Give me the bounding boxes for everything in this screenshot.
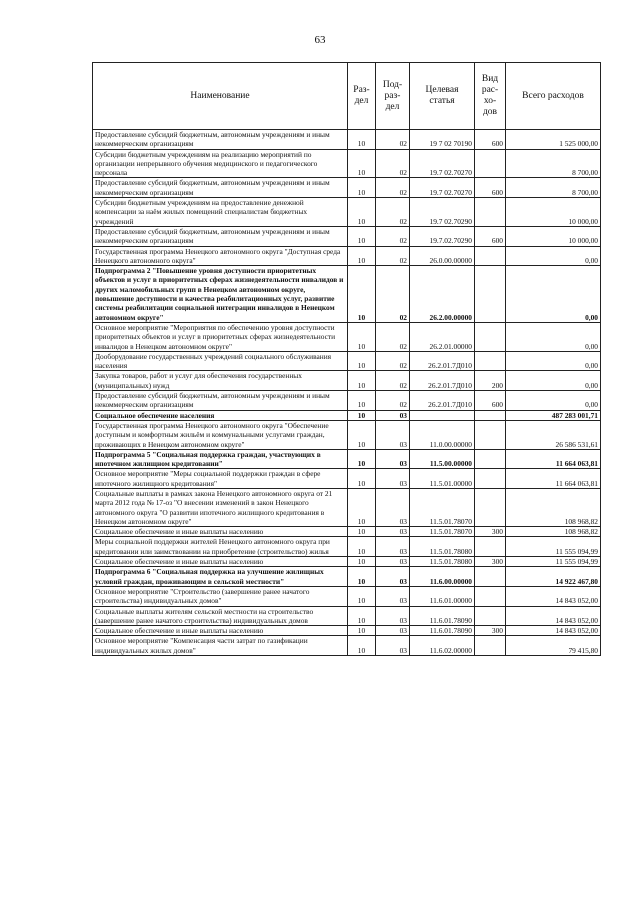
- row-total: 14 843 052,00: [506, 606, 601, 626]
- row-name: Основное мероприятие "Меры социальной поддержки граждан в сфере ипотечного жилищного кредитования": [93, 469, 348, 489]
- row-target: 11.5.01.00000: [410, 469, 475, 489]
- row-expense-type: [475, 606, 506, 626]
- row-target: 11.5.01.78080: [410, 557, 475, 567]
- row-target: 11.6.01.78090: [410, 626, 475, 636]
- row-target: 26.2.01.7Д010: [410, 371, 475, 391]
- row-section: 10: [348, 586, 376, 606]
- row-total: 0,00: [506, 246, 601, 266]
- row-target: [410, 410, 475, 420]
- row-target: 11.6.02.00000: [410, 636, 475, 656]
- row-name: Подпрограмма 6 "Социальная поддержка на улучшение жилищных условий граждан, проживающим в сельской местности": [93, 567, 348, 587]
- row-name: Социальные выплаты жителям сельской местности на строительство (завершение ранее начатого строительства) индивидуальных домов: [93, 606, 348, 626]
- row-total: 108 968,82: [506, 527, 601, 537]
- row-section: 10: [348, 226, 376, 246]
- row-target: 11.5.00.00000: [410, 449, 475, 469]
- row-section: 10: [348, 527, 376, 537]
- table-header: [93, 63, 601, 130]
- row-subsection: 02: [376, 149, 410, 178]
- row-target: 11.5.01.78080: [410, 537, 475, 557]
- row-subsection: 02: [376, 371, 410, 391]
- row-total: 0,00: [506, 351, 601, 371]
- table-row: [93, 149, 601, 178]
- row-section: 10: [348, 322, 376, 351]
- header-target: Целевая статья: [410, 63, 475, 130]
- row-section: 10: [348, 606, 376, 626]
- row-name: Предоставление субсидий бюджетным, автономным учреждениям и иным некоммерческим организациям: [93, 178, 348, 198]
- row-target: 11.6.01.00000: [410, 586, 475, 606]
- row-section: 10: [348, 198, 376, 227]
- row-total: 10 000,00: [506, 198, 601, 227]
- row-total: 11 555 094,99: [506, 557, 601, 567]
- row-name: Социальное обеспечение и иные выплаты населению: [93, 557, 348, 567]
- table-row: [93, 371, 601, 391]
- row-expense-type: [475, 351, 506, 371]
- row-section: 10: [348, 351, 376, 371]
- row-total: 0,00: [506, 391, 601, 411]
- table-row: [93, 488, 601, 526]
- row-name: Предоставление субсидий бюджетным, автономным учреждениям и иным некоммерческим организациям: [93, 391, 348, 411]
- table-row: [93, 178, 601, 198]
- table-row: [93, 527, 601, 537]
- row-name: Предоставление субсидий бюджетным, автономным учреждениям и иным некоммерческим организациям: [93, 226, 348, 246]
- row-name: Субсидии бюджетным учреждениям на реализацию мероприятий по организации непрерывного обучения медицинского и педагогического персонала: [93, 149, 348, 178]
- row-name: Социальное обеспечение и иные выплаты населению: [93, 626, 348, 636]
- row-subsection: 02: [376, 130, 410, 150]
- row-target: 26.2.01.7Д010: [410, 391, 475, 411]
- row-expense-type: 600: [475, 391, 506, 411]
- row-section: 10: [348, 420, 376, 449]
- row-section: 10: [348, 626, 376, 636]
- row-expense-type: [475, 410, 506, 420]
- row-expense-type: [475, 449, 506, 469]
- table-row: [93, 410, 601, 420]
- row-subsection: 03: [376, 586, 410, 606]
- row-subsection: 03: [376, 449, 410, 469]
- row-name: Основное мероприятие "Строительство (завершение ранее начатого строительства) индивидуальных домов": [93, 586, 348, 606]
- row-total: 11 664 063,81: [506, 449, 601, 469]
- row-section: 10: [348, 449, 376, 469]
- row-expense-type: [475, 488, 506, 526]
- row-subsection: 02: [376, 266, 410, 323]
- row-expense-type: 300: [475, 626, 506, 636]
- row-section: 10: [348, 557, 376, 567]
- row-name: Подпрограмма 5 "Социальная поддержка граждан, участвующих в ипотечном жилищном кредитовании": [93, 449, 348, 469]
- table-row: [93, 198, 601, 227]
- table-row: [93, 266, 601, 323]
- row-name: Предоставление субсидий бюджетным, автономным учреждениям и иным некоммерческим организациям: [93, 130, 348, 150]
- row-expense-type: [475, 149, 506, 178]
- row-expense-type: 600: [475, 226, 506, 246]
- row-total: 0,00: [506, 371, 601, 391]
- row-target: 11.0.00.00000: [410, 420, 475, 449]
- row-target: 26.2.01.7Д010: [410, 351, 475, 371]
- row-subsection: 02: [376, 198, 410, 227]
- table-row: [93, 420, 601, 449]
- row-expense-type: [475, 586, 506, 606]
- row-section: 10: [348, 371, 376, 391]
- row-section: 10: [348, 488, 376, 526]
- row-target: 26.0.00.00000: [410, 246, 475, 266]
- table-row: [93, 322, 601, 351]
- row-subsection: 03: [376, 606, 410, 626]
- row-section: 10: [348, 266, 376, 323]
- row-total: 14 843 052,00: [506, 586, 601, 606]
- row-expense-type: 300: [475, 527, 506, 537]
- row-total: 79 415,80: [506, 636, 601, 656]
- row-total: 1 525 000,00: [506, 130, 601, 150]
- header-name: Наименование: [93, 63, 348, 130]
- table-row: [93, 557, 601, 567]
- row-total: 26 586 531,61: [506, 420, 601, 449]
- row-subsection: 03: [376, 626, 410, 636]
- row-target: 26.2.00.00000: [410, 266, 475, 323]
- table-row: [93, 449, 601, 469]
- row-expense-type: [475, 636, 506, 656]
- header-section: Раз- дел: [348, 63, 376, 130]
- table-row: [93, 469, 601, 489]
- row-expense-type: [475, 469, 506, 489]
- row-subsection: 02: [376, 351, 410, 371]
- row-name: Меры социальной поддержки жителей Ненецкого автономного округа при кредитовании или заимствовании на приобретение (строительство) жилья: [93, 537, 348, 557]
- row-name: Социальное обеспечение населения: [93, 410, 348, 420]
- table-row: [93, 606, 601, 626]
- row-subsection: 03: [376, 410, 410, 420]
- row-expense-type: [475, 537, 506, 557]
- row-target: 11.6.00.00000: [410, 567, 475, 587]
- row-subsection: 02: [376, 246, 410, 266]
- row-section: 10: [348, 246, 376, 266]
- row-section: 10: [348, 410, 376, 420]
- table-row: [93, 246, 601, 266]
- table-body: [93, 130, 601, 656]
- row-name: Закупка товаров, работ и услуг для обеспечения государственных (муниципальных) нужд: [93, 371, 348, 391]
- header-total: Всего расходов: [506, 63, 601, 130]
- row-subsection: 03: [376, 469, 410, 489]
- row-expense-type: 600: [475, 130, 506, 150]
- row-total: 14 922 467,80: [506, 567, 601, 587]
- row-name: Субсидии бюджетным учреждениям на предоставление денежной компенсации за наём жилых помещений специалистам бюджетных учреждений: [93, 198, 348, 227]
- row-section: 10: [348, 537, 376, 557]
- row-section: 10: [348, 391, 376, 411]
- row-subsection: 02: [376, 226, 410, 246]
- table-row: [93, 391, 601, 411]
- page-number: 63: [314, 34, 326, 46]
- row-total: 11 664 063,81: [506, 469, 601, 489]
- row-total: 11 555 094,99: [506, 537, 601, 557]
- row-target: 19.7 02.70270: [410, 149, 475, 178]
- row-name: Основное мероприятие "Мероприятия по обеспечению уровня доступности приоритетных объектов и услуг в приоритетных сферах жизнедеятельности инвалидов в Ненецком автономном округе": [93, 322, 348, 351]
- row-expense-type: [475, 246, 506, 266]
- row-total: 108 968,82: [506, 488, 601, 526]
- table-row: [93, 636, 601, 656]
- row-expense-type: [475, 420, 506, 449]
- row-subsection: 03: [376, 636, 410, 656]
- row-name: Социальное обеспечение и иные выплаты населению: [93, 527, 348, 537]
- row-expense-type: 200: [475, 371, 506, 391]
- row-subsection: 03: [376, 567, 410, 587]
- row-subsection: 03: [376, 557, 410, 567]
- header-subsection: Под- раз- дел: [376, 63, 410, 130]
- row-section: 10: [348, 636, 376, 656]
- row-target: 26.2.01.00000: [410, 322, 475, 351]
- row-name: Социальные выплаты в рамках закона Ненецкого автономного округа от 21 марта 2012 года № 17-оз "О внесении изменений в закон Ненецкого автономного округа "О развитии ипотечного жилищного кредитования в Ненецком автономном округе": [93, 488, 348, 526]
- table-row: [93, 351, 601, 371]
- table-row: [93, 537, 601, 557]
- row-subsection: 03: [376, 420, 410, 449]
- row-expense-type: 600: [475, 178, 506, 198]
- row-total: 8 700,00: [506, 149, 601, 178]
- row-section: 10: [348, 567, 376, 587]
- row-target: 19 7 02 70190: [410, 130, 475, 150]
- table-row: [93, 626, 601, 636]
- row-expense-type: [475, 567, 506, 587]
- row-target: 11.5.01.78070: [410, 527, 475, 537]
- row-total: 8 700,00: [506, 178, 601, 198]
- row-expense-type: 300: [475, 557, 506, 567]
- row-target: 19.7 02.70270: [410, 178, 475, 198]
- row-target: 11.6.01.78090: [410, 606, 475, 626]
- row-name: Дооборудование государственных учреждений социального обслуживания населения: [93, 351, 348, 371]
- row-total: 0,00: [506, 266, 601, 323]
- row-target: 19.7.02.70290: [410, 226, 475, 246]
- row-total: 14 843 052,00: [506, 626, 601, 636]
- row-total: 487 283 001,71: [506, 410, 601, 420]
- row-expense-type: [475, 322, 506, 351]
- table-row: [93, 586, 601, 606]
- row-subsection: 02: [376, 391, 410, 411]
- table-row: [93, 567, 601, 587]
- budget-table: [92, 62, 601, 656]
- row-subsection: 03: [376, 488, 410, 526]
- row-expense-type: [475, 266, 506, 323]
- row-name: Государственная программа Ненецкого автономного округа "Доступная среда Ненецкого автономного округа": [93, 246, 348, 266]
- table-row: [93, 226, 601, 246]
- row-subsection: 03: [376, 537, 410, 557]
- row-name: Государственная программа Ненецкого автономного округа "Обеспечение доступным и комфортным жильём и коммунальными услугами граждан, проживающих в Ненецком автономном округе": [93, 420, 348, 449]
- row-section: 10: [348, 178, 376, 198]
- row-name: Подпрограмма 2 "Повышение уровня доступности приоритетных объектов и услуг в приоритетных сферах жизнедеятельности инвалидов и других маломобильных групп в Ненецком автономном округе, повышение доступности и качества реабилитационных услуг, развитие системы реабилитации социальной интеграции инвалидов в Ненецком автономном округе": [93, 266, 348, 323]
- row-total: 10 000,00: [506, 226, 601, 246]
- row-section: 10: [348, 130, 376, 150]
- table-row: [93, 130, 601, 150]
- header-expense-type: Вид рас- хо- дов: [475, 63, 506, 130]
- row-subsection: 02: [376, 178, 410, 198]
- row-total: 0,00: [506, 322, 601, 351]
- row-target: 11.5.01.78070: [410, 488, 475, 526]
- row-target: 19.7 02.70290: [410, 198, 475, 227]
- row-section: 10: [348, 469, 376, 489]
- row-section: 10: [348, 149, 376, 178]
- row-expense-type: [475, 198, 506, 227]
- row-name: Основное мероприятие "Компенсация части затрат по газификации индивидуальных жилых домов": [93, 636, 348, 656]
- row-subsection: 02: [376, 322, 410, 351]
- row-subsection: 03: [376, 527, 410, 537]
